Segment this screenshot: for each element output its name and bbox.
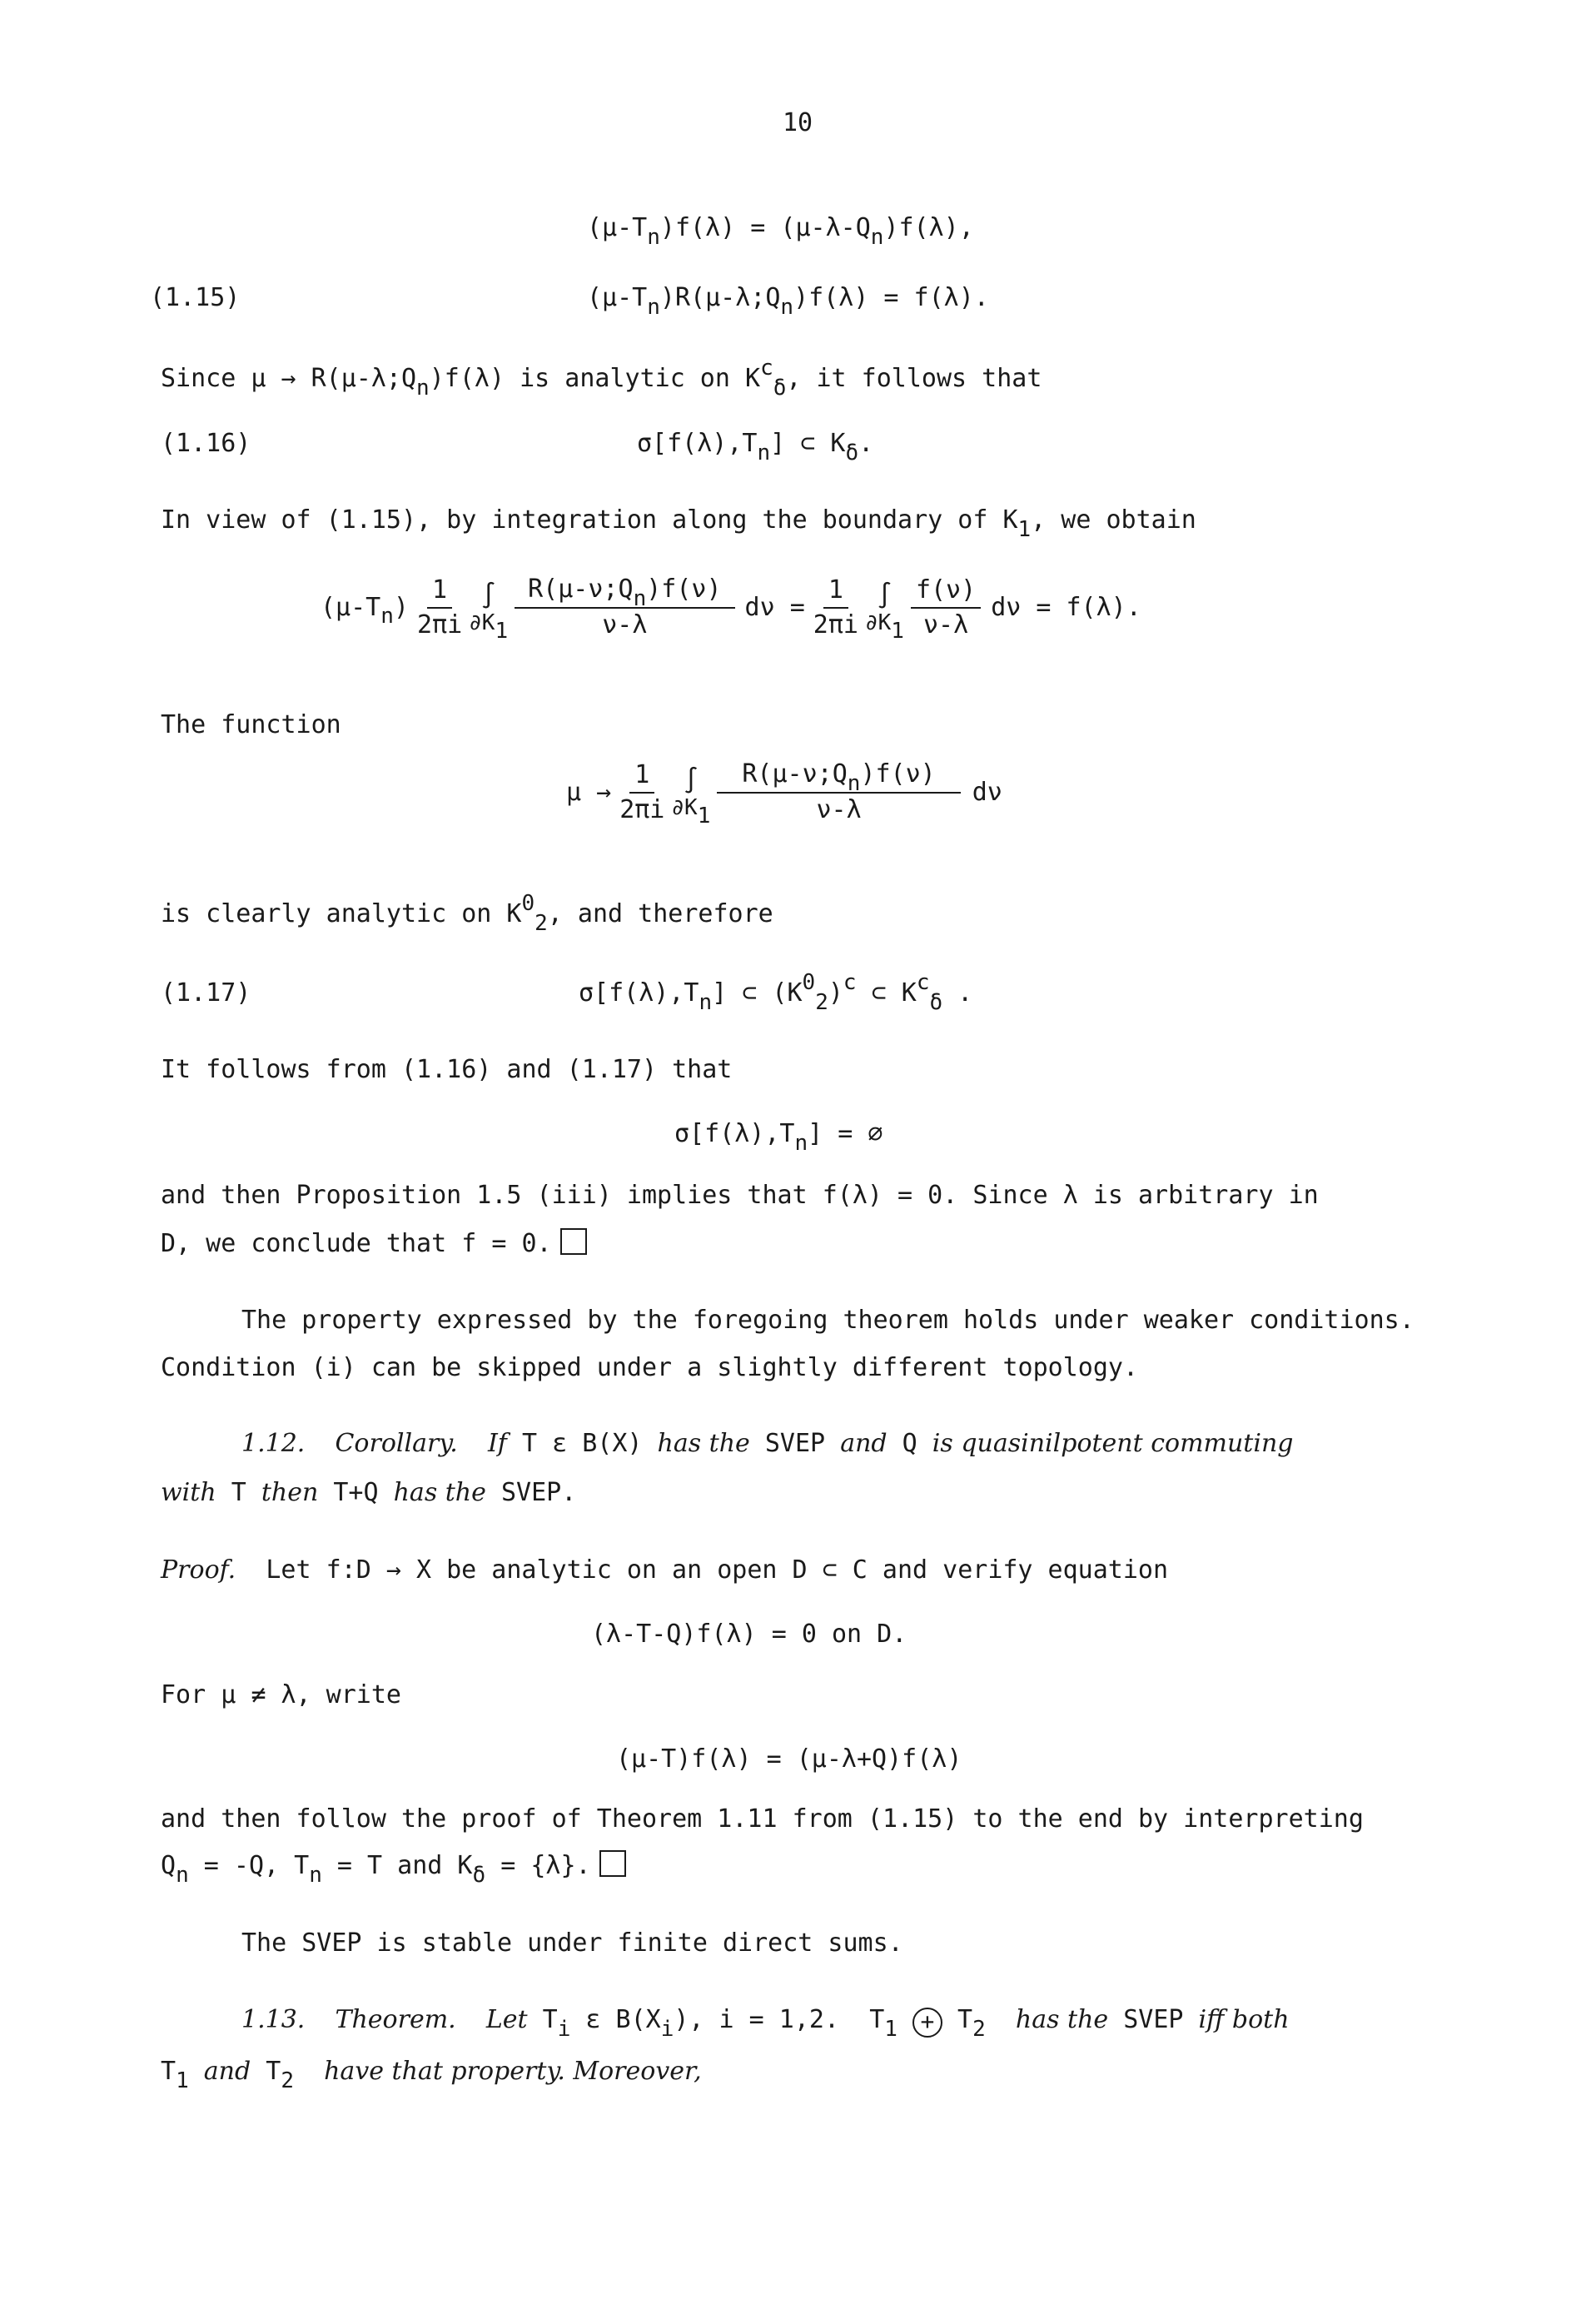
paragraph-property-line-1: The property expressed by the foregoing theorem holds under weaker conditions. [241, 1306, 1415, 1335]
paragraph-follow-proof-line-1: and then follow the proof of Theorem 1.11 from (1.15) to the end by interpreting [161, 1804, 1364, 1834]
paragraph-svep-stable: The SVEP is stable under finite direct sums. [241, 1928, 903, 1958]
equation-1-15-line-1: (μ-Tn)f(λ) = (μ-λ-Qn)f(λ), [587, 213, 974, 250]
theorem-1-13-line-1: 1.13. Theorem. Let Ti ε B(Xi), i = 1,2. T1 + T2 has the SVEP iff both [241, 2005, 1290, 2042]
direct-sum-icon: + [912, 2008, 942, 2038]
equation-lambda: (λ-T-Q)f(λ) = 0 on D. [591, 1620, 907, 1649]
paragraph-since: Since μ → R(μ-λ;Qn)f(λ) is analytic on Kcδ, it follows that [161, 356, 1042, 401]
qed-box-icon [560, 1228, 587, 1255]
paragraph-in-view: In view of (1.15), by integration along the boundary of K1, we obtain [161, 505, 1196, 542]
function-definition: μ → $\frac{1}{2\pi i}$ ∫ ∂K1 $\frac{R(\mu-\nu;Qn)f(\nu)}{\nu-\lambda}$ dν [566, 759, 1002, 829]
paragraph-clearly-analytic: is clearly analytic on K02, and therefore [161, 891, 773, 936]
paragraph-the-function: The function [161, 710, 341, 739]
equation-label-1-15: (1.15) [150, 283, 241, 312]
integral-equation: (μ-T n ) $\frac{1}{2\pi i}$ ∫ ∂K1 $\frac{R(\mu-\nu;Qn)f(\nu)}{\nu-\lambda}$ dν = $\frac{1}{2\pi i}$ ∫ ∂K1 $\frac{f(\nu)}{\nu-\lambda}$ dν = f(λ). [321, 575, 1141, 644]
corollary-1-12-line-1: 1.12. Corollary. If T ε B(X) has the SVEP and Q is quasinilpotent commuting [241, 1429, 1294, 1458]
equation-empty-spectrum: σ[f(λ),Tn] = ∅ [674, 1119, 883, 1156]
equation-label-1-17: (1.17) [161, 978, 251, 1008]
qed-box-icon [599, 1850, 626, 1877]
corollary-1-12-line-2: with T then T+Q has the SVEP. [161, 1478, 577, 1507]
paragraph-it-follows: It follows from (1.16) and (1.17) that [161, 1055, 733, 1084]
paragraph-and-then-line-1: and then Proposition 1.5 (iii) implies that f(λ) = 0. Since λ is arbitrary in [161, 1181, 1319, 1210]
equation-1-17: σ[f(λ),Tn] ⊂ (K02)c ⊂ Kcδ . [579, 970, 973, 1015]
equation-1-16: σ[f(λ),Tn] ⊂ Kδ. [637, 429, 874, 465]
equation-label-1-16: (1.16) [161, 429, 251, 458]
equation-1-15-line-2: (μ-Tn)R(μ-λ;Qn)f(λ) = f(λ). [587, 283, 989, 320]
page-number: 10 [783, 108, 813, 137]
paragraph-property-line-2: Condition (i) can be skipped under a slightly different topology. [161, 1353, 1138, 1382]
paragraph-and-then-line-2: D, we conclude that f = 0. [161, 1228, 587, 1259]
equation-mu: (μ-T)f(λ) = (μ-λ+Q)f(λ) [616, 1744, 962, 1774]
theorem-1-13-line-2: T1 and T2 have that property. Moreover, [161, 2057, 702, 2093]
paragraph-for-mu: For μ ≠ λ, write [161, 1680, 401, 1709]
paragraph-follow-proof-line-2: Qn = -Q, Tn = T and Kδ = {λ}. [161, 1850, 626, 1882]
proof-paragraph: Proof. Let f:D → X be analytic on an open D ⊂ C and verify equation [161, 1555, 1169, 1585]
